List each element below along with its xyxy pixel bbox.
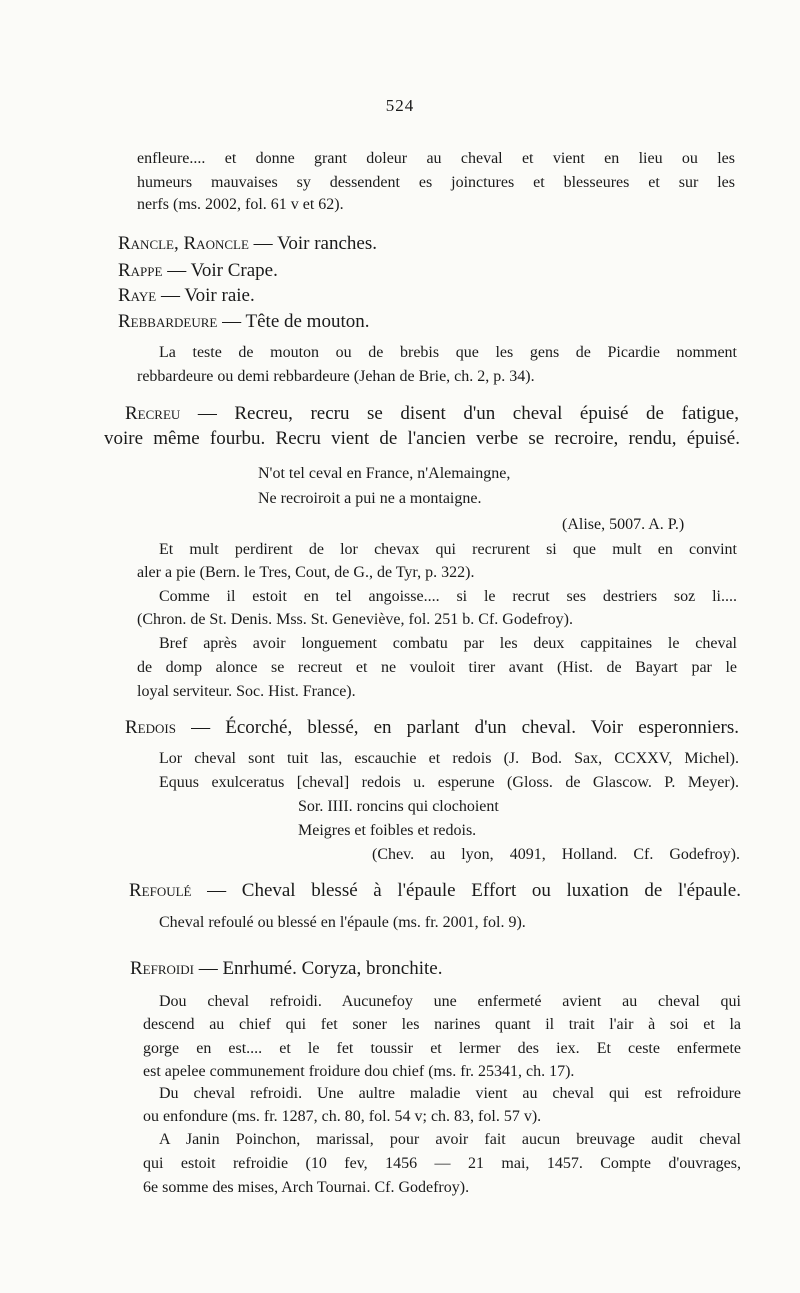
quotation-line: de domp alonce se recreut et ne vouloit tirer avant (Hist. de Bayart par le xyxy=(137,659,737,676)
definition: — Voir ranches. xyxy=(248,233,377,254)
definition: — Écorché, blessé, en parlant d'un cheval. Voir esperonniers. xyxy=(175,717,739,738)
quotation-line: enfleure.... et donne grant doleur au cheval et vient en lieu ou les xyxy=(137,150,735,167)
entry-heading xyxy=(125,403,739,425)
quotation-line: loyal serviteur. Soc. Hist. France). xyxy=(137,683,356,700)
headword: Rancle, Raoncle xyxy=(118,233,249,254)
quotation-line: descend au chief qui fet soner les narines quant il trait l'air à soi et la xyxy=(143,1016,741,1033)
quotation-line: (Chron. de St. Denis. Mss. St. Geneviève, fol. 251 b. Cf. Godefroy). xyxy=(137,611,573,628)
definition: — Recreu, recru se disent d'un cheval épuisé de fatigue, xyxy=(180,403,739,424)
definition: — Voir Crape. xyxy=(162,260,278,281)
headword: Redois xyxy=(125,717,176,738)
quotation-line: Sor. IIII. roncins qui clochoient xyxy=(298,798,499,815)
quotation-line: nerfs (ms. 2002, fol. 61 v et 62). xyxy=(137,196,344,213)
quotation-line: N'ot tel ceval en France, n'Alemaingne, xyxy=(258,465,511,482)
headword: Rebbardeure xyxy=(118,311,218,332)
definition: — Enrhumé. Coryza, bronchite. xyxy=(193,958,443,979)
headword: Rappe xyxy=(118,260,163,281)
headword: Recreu xyxy=(125,403,181,424)
entry-heading xyxy=(125,717,739,739)
quotation-line: (Chev. au lyon, 4091, Holland. Cf. Godefroy). xyxy=(372,846,740,863)
quotation-line: Dou cheval refroidi. Aucunefoy une enfermeté avient au cheval qui xyxy=(159,993,741,1010)
quotation-line: humeurs mauvaises sy dessendent es joinctures et blesseures et sur les xyxy=(137,174,735,191)
page-number: 524 xyxy=(385,96,415,115)
quotation-line: Du cheval refroidi. Une aultre maladie vient au cheval qui est refroidure xyxy=(159,1085,741,1102)
headword: Refroidi xyxy=(130,958,194,979)
entry-heading xyxy=(130,958,442,980)
quotation-line: est apelee communement froidure dou chief (ms. fr. 25341, ch. 17). xyxy=(143,1063,575,1080)
definition: — Tête de mouton. xyxy=(217,311,370,332)
quotation-line: Et mult perdirent de lor chevax qui recrurent si que mult en convint xyxy=(159,541,737,558)
quotation-line: Comme il estoit en tel angoisse.... si le recrut ses destriers soz li.... xyxy=(159,588,737,605)
quotation-line: qui estoit refroidie (10 fev, 1456 — 21 mai, 1457. Compte d'ouvrages, xyxy=(143,1155,741,1172)
quotation-line: Ne recroiroit a pui ne a montaigne. xyxy=(258,490,482,507)
quotation-line: Lor cheval sont tuit las, escauchie et redois (J. Bod. Sax, CCXXV, Michel). xyxy=(159,750,739,767)
quotation-line: A Janin Poinchon, marissal, pour avoir fait aucun breuvage audit cheval xyxy=(159,1131,741,1148)
quotation-line: Bref après avoir longuement combatu par les deux cappitaines le cheval xyxy=(159,635,737,652)
entry-heading xyxy=(129,880,741,902)
headword: Raye xyxy=(118,285,157,306)
headword: Refoulé xyxy=(129,880,192,901)
entry-heading xyxy=(118,285,255,307)
quotation-line: (Alise, 5007. A. P.) xyxy=(562,516,685,533)
entry-heading xyxy=(118,311,370,333)
entry-heading xyxy=(118,233,377,255)
quotation-line: gorge en est.... et le fet toussir et lermer des iex. Et ceste enfermete xyxy=(143,1040,741,1057)
quotation-line: Equus exulceratus [cheval] redois u. esperune (Gloss. de Glascow. P. Meyer). xyxy=(159,774,739,791)
quotation-line: Cheval refoulé ou blessé en l'épaule (ms. fr. 2001, fol. 9). xyxy=(159,914,526,931)
definition: — Cheval blessé à l'épaule Effort ou luxation de l'épaule. xyxy=(191,880,741,901)
quotation-line: aler a pie (Bern. le Tres, Cout, de G., de Tyr, p. 322). xyxy=(137,564,475,581)
quotation-line: La teste de mouton ou de brebis que les gens de Picardie nomment xyxy=(159,344,737,361)
definition: — Voir raie. xyxy=(156,285,255,306)
quotation-line: Meigres et foibles et redois. xyxy=(298,822,477,839)
text-line: voire même fourbu. Recru vient de l'ancien verbe se recroire, rendu, épuisé. xyxy=(104,428,740,449)
quotation-line: 6e somme des mises, Arch Tournai. Cf. Godefroy). xyxy=(143,1179,470,1196)
quotation-line: rebbardeure ou demi rebbardeure (Jehan de Brie, ch. 2, p. 34). xyxy=(137,368,535,385)
entry-heading xyxy=(118,260,278,282)
quotation-line: ou enfondure (ms. fr. 1287, ch. 80, fol. 54 v; ch. 83, fol. 57 v). xyxy=(143,1108,542,1125)
